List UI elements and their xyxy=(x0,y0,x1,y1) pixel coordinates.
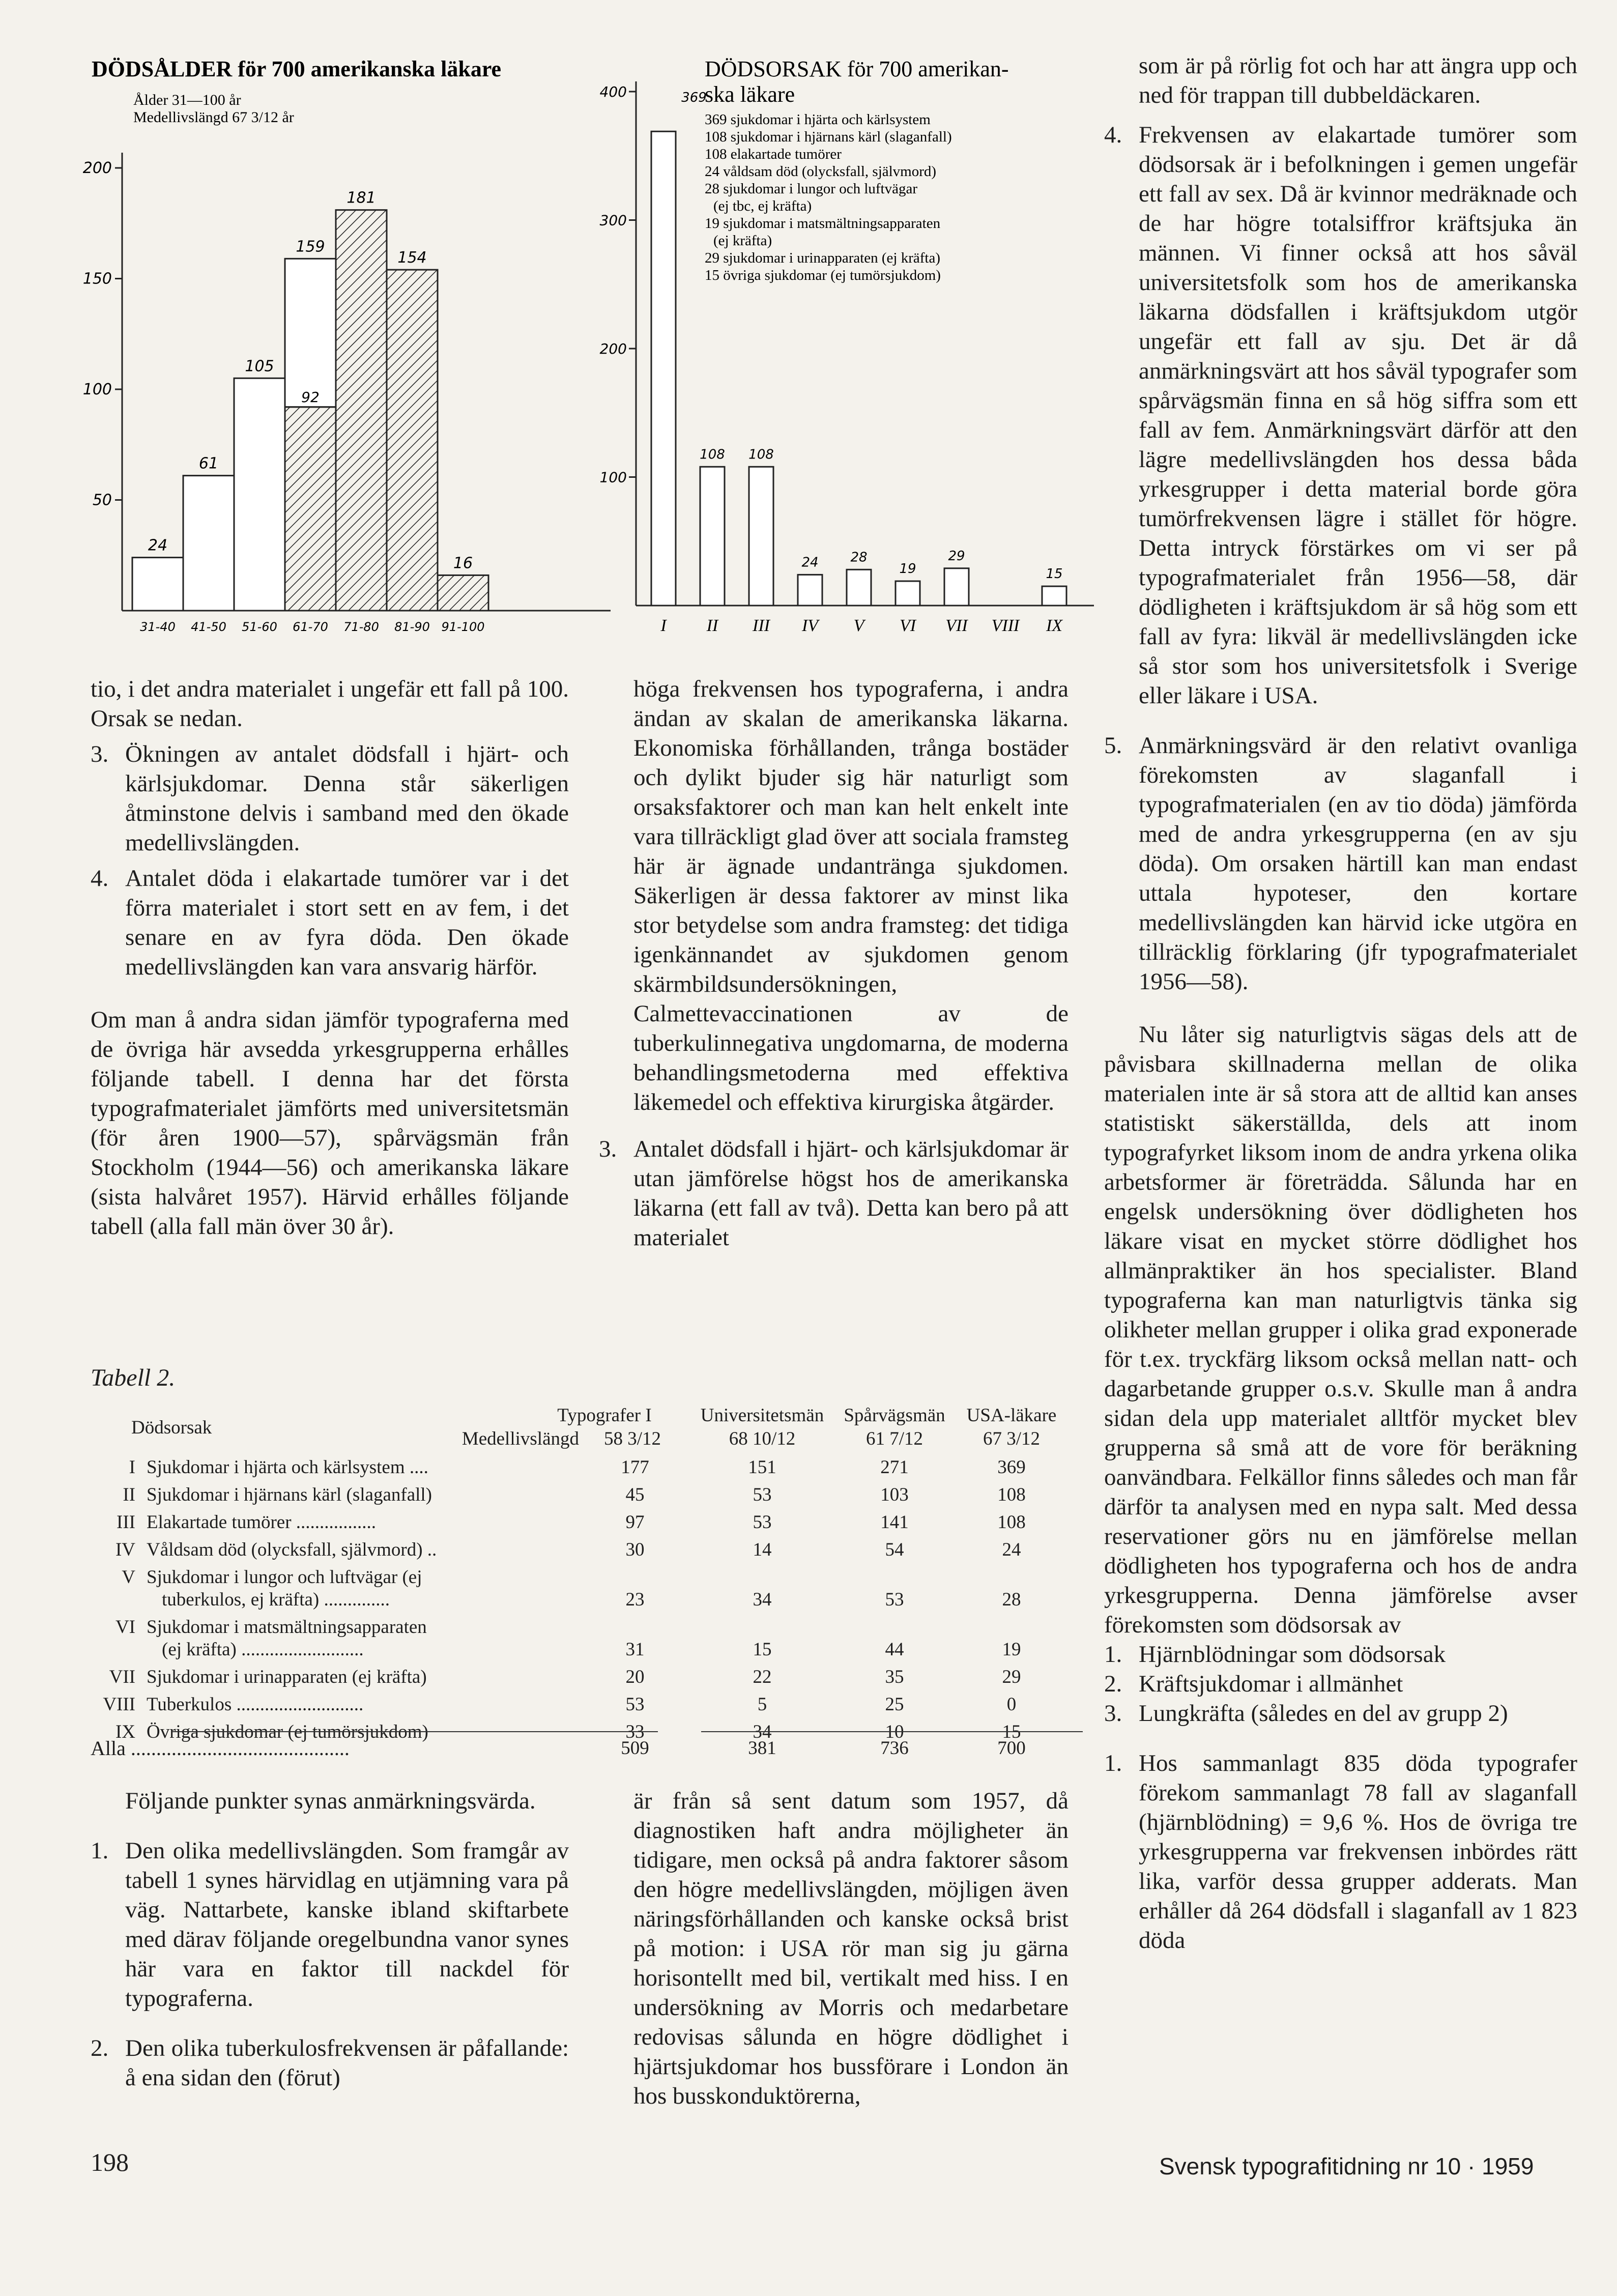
cause-legend-item: 29 sjukdomar i urinapparaten (ej kräfta) xyxy=(705,250,941,266)
list-number: 4. xyxy=(91,865,109,892)
table-row xyxy=(91,1484,1083,1506)
table-cell: 53 xyxy=(753,1512,772,1533)
right-column xyxy=(1104,51,1577,1955)
bar xyxy=(944,568,969,606)
row-label: Sjukdomar i urinapparaten (ej kräfta) xyxy=(147,1667,427,1687)
list-number: 3. xyxy=(599,1136,617,1162)
bar-inner xyxy=(285,407,336,611)
bar-value-label: 19 xyxy=(899,561,916,577)
row-number: II xyxy=(123,1484,135,1505)
row-number: I xyxy=(129,1457,135,1478)
row-number: VI xyxy=(115,1617,135,1638)
x-tick-label: 81-90 xyxy=(394,620,430,634)
list-text: Antalet döda i elakartade tumörer var i det förra materialet i stort sett en av fem, i det senare en av fyra döda. Den ökade medellivslängden kan vara ansvarig härför. xyxy=(125,865,569,980)
table-cell: 0 xyxy=(1006,1694,1017,1715)
row-label: Våldsam död (olycksfall, självmord) .. xyxy=(147,1539,437,1560)
left-list-item-4 xyxy=(91,864,569,982)
x-tick-label: 51-60 xyxy=(242,620,277,634)
table-cell: 151 xyxy=(748,1457,776,1478)
bar xyxy=(336,210,387,611)
x-tick-label: IX xyxy=(1046,616,1063,635)
table-cell: 45 xyxy=(625,1484,645,1505)
below-middle-column xyxy=(633,1786,1069,2111)
table-cell: 369 xyxy=(997,1457,1026,1478)
bar-inner-label: 92 xyxy=(301,388,320,406)
cause-chart-title-line2: ska läkare xyxy=(705,82,795,107)
below-left-column xyxy=(91,1786,569,2092)
list-text: Kräftsjukdomar i allmänhet xyxy=(1139,1671,1403,1697)
table-cell: 15 xyxy=(1002,1721,1021,1742)
list-text: Lungkräfta (således en del av grupp 2) xyxy=(1139,1700,1508,1727)
list-number: 1. xyxy=(1104,1641,1122,1668)
table-cell: 53 xyxy=(625,1694,645,1715)
table-cell: 23 xyxy=(625,1589,645,1610)
y-tick-label: 200 xyxy=(599,340,627,357)
column-header: Spårvägsmän xyxy=(844,1405,945,1426)
table-cell: 15 xyxy=(753,1639,772,1660)
middle-paragraph-1: höga frekvensen hos typograferna, i andra ändan av skalan de amerikanska läkarna. Ekonomiska förhållanden, trånga bostäder och dylikt bjuder sig här naturligt som orsaksfaktorer och man kan helt enkelt inte vara tillräckligt glad över att sociala framsteg här är ägnade undantränga sjukdomen. Säkerligen är dessa faktorer av minst lika stor betydelse som andra framsteg: det tidiga igenkännandet av sjukdomen genom skärmbildsundersökningen, Calmettevaccinationen av de tuberkulinnegativa ungdomarna, de moderna behandlingsmetoderna med effektiva läkemedel och effektiva kirurgiska åtgärder. xyxy=(633,676,1069,1115)
row-number: V xyxy=(122,1567,135,1588)
short-list-item xyxy=(1104,1669,1577,1699)
list-text: Den olika medellivslängden. Som framgår av tabell 1 synes härvidlag en utjämning vara på väg. Nattarbete, kanske ibland skiftarbete med därav följande oregelbundna vanor synes här vara en faktor till nackdel för typograferna. xyxy=(125,1838,569,2012)
table-row xyxy=(91,1511,1083,1534)
total-value: 381 xyxy=(748,1738,776,1759)
x-tick-label: VII xyxy=(945,616,968,635)
total-value: 736 xyxy=(880,1738,909,1759)
list-number: 2. xyxy=(1104,1671,1122,1697)
table-cell: 28 xyxy=(1002,1589,1021,1610)
list-number: 2. xyxy=(91,2035,109,2061)
list-text: Ökningen av antalet dödsfall i hjärt- och kärlsjukdomar. Denna står säkerligen åtminstone delvis i samband med den ökade medellivslängden. xyxy=(125,741,569,856)
bar-value-label: 105 xyxy=(245,357,274,376)
right-list-item-4 xyxy=(1104,120,1577,710)
table-cell: 53 xyxy=(885,1589,904,1610)
row-label-continued: tuberkulos, ej kräfta) .............. xyxy=(162,1589,390,1610)
bar-value-label: 16 xyxy=(453,554,473,572)
table-cell: 103 xyxy=(880,1484,909,1505)
y-tick-label: 300 xyxy=(599,212,627,229)
x-tick-label: 41-50 xyxy=(191,620,226,634)
x-tick-label: 61-70 xyxy=(293,620,328,634)
right-list-item-1 xyxy=(1104,1748,1577,1955)
cause-legend-item: 108 sjukdomar i hjärnans kärl (slaganfall) xyxy=(705,129,952,145)
bar xyxy=(285,259,336,407)
cause-legend-item: 369 sjukdomar i hjärta och kärlsystem xyxy=(705,111,931,128)
cause-legend xyxy=(705,111,952,283)
table-row xyxy=(91,1694,1083,1716)
total-value: 509 xyxy=(621,1738,649,1759)
page-number: 198 xyxy=(91,2148,129,2176)
x-tick-label: 91-100 xyxy=(441,620,485,634)
table-row xyxy=(91,1616,1083,1661)
y-tick-label: 100 xyxy=(599,469,627,486)
x-tick-label: III xyxy=(753,616,770,635)
table-cell: 177 xyxy=(621,1457,649,1478)
age-chart xyxy=(76,56,616,636)
bar-value-label: 181 xyxy=(346,189,376,207)
total-value: 700 xyxy=(997,1738,1026,1759)
table-row xyxy=(91,1566,1083,1611)
list-text: Frekvensen av elakartade tumörer som dödsorsak är i befolkningen i gemen ungefär ett fall av sex. Då är kvinnor medräknade och de har högre totalsiffror kräftsjuka än männen. Vi finner också att hos såväl universitetsfolk som hos de amerikanska läkarna dödsfallen i kräftsjukdom utgör ungefär ett fall av sju. Det är då anmärkningsvärt att hos såväl typografer som spårvägsmän finna en så hög siffra som ett fall av fem. Anmärkningsvärt därför att den lägre medellivslängden hos dessa båda yrkesgrupper i detta material borde göra tumörfrekvensen lägre i stället för högre. Detta intryck förstärkes om vi ser på typografmaterialet från 1956—58, där dödligheten i kräftsjukdom är så hög som ett fall av fyra: likväl är medellivslängden icke så stor som hos universitetsfolk i Sverige eller läkare i USA. xyxy=(1139,122,1577,709)
row-number: III xyxy=(117,1512,135,1533)
table-cell: 34 xyxy=(753,1721,772,1742)
table-cell: 25 xyxy=(885,1694,904,1715)
right-paragraph-0: som är på rörlig fot och har att ängra upp och ned för trappan till dubbeldäckaren. xyxy=(1139,52,1577,108)
row-label: Sjukdomar i lungor och luftvägar (ej xyxy=(147,1567,422,1588)
row-label: Övriga sjukdomar (ej tumörsjukdom) xyxy=(147,1721,428,1742)
table-cell: 271 xyxy=(880,1457,909,1478)
table-cell: 44 xyxy=(885,1639,904,1660)
table-cell: 14 xyxy=(753,1539,772,1560)
table-cell: 5 xyxy=(757,1694,767,1715)
bar-value-label: 154 xyxy=(397,249,427,267)
bar xyxy=(700,467,725,606)
bar-value-label: 108 xyxy=(700,447,725,463)
table-cell: 54 xyxy=(885,1539,904,1560)
x-tick-label: V xyxy=(853,616,864,635)
list-number: 1. xyxy=(91,1838,109,1864)
row-number: VII xyxy=(109,1667,135,1687)
right-list-item-5 xyxy=(1104,731,1577,996)
left-column xyxy=(91,674,569,1241)
x-tick-label: 31-40 xyxy=(140,620,176,634)
table-cell: 19 xyxy=(1002,1639,1021,1660)
bar-value-label: 369 xyxy=(681,90,707,105)
table-cell: 31 xyxy=(625,1639,645,1660)
below-left-item-2 xyxy=(91,2033,569,2092)
table-row xyxy=(91,1666,1083,1688)
row-number: VIII xyxy=(103,1694,135,1715)
table-cell: 10 xyxy=(885,1721,904,1742)
bar xyxy=(749,467,773,606)
bar-value-label: 28 xyxy=(850,550,868,565)
below-middle-paragraph: är från så sent datum som 1957, då diagnostiken haft andra möjligheter än tidigare, men också på andra faktorer såsom den högre medellivslängden, möjligen även näringsförhållanden och kanske också brist på motion: i USA rör man sig ju gärna horisontellt med bil, vertikalt med hiss. I en undersökning av Morris och medarbetare redovisas sålunda en högre dödlighet i hjärtsjukdomar hos bussförare i London än hos busskonduktörerna, xyxy=(633,1788,1069,2109)
list-text: Anmärkningsvärd är den relativt ovanliga förekomsten av slaganfall i typografmaterialen (en av tio döda) jämförda med de andra yrkesgrupperna (en av sju döda). Om orsaken härtill kan man endast uttala hypoteser, den kortare medellivslängden kan härvid icke utgöra en tillräcklig förklaring (jfr typografmaterialet 1956—58). xyxy=(1139,732,1577,995)
row-label: Sjukdomar i hjärnans kärl (slaganfall) xyxy=(147,1484,432,1505)
table-cell: 22 xyxy=(753,1667,772,1687)
table-cell: 97 xyxy=(625,1512,645,1533)
below-left-intro: Följande punkter synas anmärkningsvärda. xyxy=(125,1788,536,1814)
table-cell: 29 xyxy=(1002,1667,1021,1687)
total-label: Alla ........................................... xyxy=(91,1737,350,1760)
header-cause: Dödsorsak xyxy=(131,1417,212,1438)
y-tick-label: 400 xyxy=(599,83,627,100)
table-cell: 20 xyxy=(625,1667,645,1687)
cause-legend-item: (ej kräfta) xyxy=(713,233,772,249)
column-life: 61 7/12 xyxy=(865,1428,923,1449)
bar xyxy=(132,558,183,611)
bar-value-label: 108 xyxy=(748,447,774,463)
list-text: Antalet dödsfall i hjärt- och kärlsjukdomar är utan jämförelse högst hos de amerikanska läkarna (ett fall av två). Detta kan bero på att materialet xyxy=(633,1136,1069,1251)
left-paragraph-2: Om man å andra sidan jämför typograferna med de övriga här avsedda yrkesgrupperna erhålles följande tabell. I denna har det första typografmaterialet jämförts med universitetsmän (för åren 1900—57), spårvägsmän från Stockholm (1944—56) och amerikanska läkare (sista halvåret 1957). Härvid erhålles följande tabell (alla fall män över 30 år). xyxy=(91,1007,569,1240)
table-caption: Tabell 2. xyxy=(91,1364,176,1391)
table-cell: 53 xyxy=(753,1484,772,1505)
y-tick-label: 150 xyxy=(82,270,112,288)
right-paragraph-2: Nu låter sig naturligtvis sägas dels att de påvisbara skillnaderna mellan de olika materialen inte är så stora att de alltid kan anses statistiskt säkerställda, dels att inom typografyrket liksom inom de andra yrkena olika arbetsformer är företrädda. Sålunda har en engelsk undersökning över dödligheten hos läkare visat en mycket större dödlighet hos allmänpraktiker än hos specialister. Bland typograferna kan man naturligtvis tänka sig olikheter mellan grupper i olika grad exponerade för t.ex. tryckfärg liksom också mellan natt- och dagarbetande grupper o.s.v. Skulle man å andra sidan dela upp materialet alltför mycket blev grupperna så små att de vore för beräkning oanvändbara. Felkällor finns således och man får därför ta analysen med en nypa salt. Med dessa reservationer görs nu en jämförelse mellan dödligheten hos typograferna och hos de andra yrkesgrupperna. Denna jämförelse avser förekomsten som dödsorsak av xyxy=(1104,1021,1577,1638)
y-tick-label: 100 xyxy=(82,381,112,398)
cause-legend-item: (ej tbc, ej kräfta) xyxy=(713,198,812,214)
footer-journal: Svensk typografitidning nr 10 · 1959 xyxy=(1159,2153,1534,2179)
middle-column xyxy=(599,674,1069,1252)
x-tick-label: VIII xyxy=(991,616,1020,635)
cause-legend-item: 19 sjukdomar i matsmältningsapparaten xyxy=(705,215,941,232)
bar xyxy=(651,131,676,606)
cause-legend-item: 28 sjukdomar i lungor och luftvägar xyxy=(705,181,917,197)
cause-legend-item: 24 våldsam död (olycksfall, självmord) xyxy=(705,163,937,180)
y-tick-label: 50 xyxy=(92,491,112,509)
list-text: Hos sammanlagt 835 döda typografer förekom sammanlagt 78 fall av slaganfall (hjärnblödning) = 9,6 %. Hos de övriga tre yrkesgrupperna var frekvensen inbördes rätt lika, varför dessa grupper adderats. Man erhåller då 264 dödsfall i slaganfall av 1 823 döda xyxy=(1139,1750,1577,1954)
column-life: 58 3/12 xyxy=(603,1428,661,1449)
age-chart-subtitle-range: Ålder 31—100 år xyxy=(133,92,241,108)
table-2 xyxy=(91,1404,1083,1761)
column-life: 67 3/12 xyxy=(983,1428,1041,1449)
row-label: Sjukdomar i matsmältningsapparaten xyxy=(147,1617,427,1638)
x-tick-label: II xyxy=(706,616,718,635)
cause-chart-title-line1: DÖDSORSAK för 700 amerikan- xyxy=(705,56,1009,81)
bar-value-label: 24 xyxy=(148,536,168,555)
bar-value-label: 29 xyxy=(948,548,965,564)
bar xyxy=(896,581,920,606)
list-text: Hjärnblödningar som dödsorsak xyxy=(1139,1641,1446,1668)
row-label: Tuberkulos ........................... xyxy=(147,1694,364,1715)
row-number: IV xyxy=(115,1539,135,1560)
cause-legend-item: 108 elakartade tumörer xyxy=(705,146,842,162)
row-number: IX xyxy=(115,1721,135,1742)
x-tick-label: VI xyxy=(899,616,916,635)
bar xyxy=(438,575,488,611)
table-cell: 33 xyxy=(625,1721,645,1742)
table-cell: 35 xyxy=(885,1667,904,1687)
table-cell: 30 xyxy=(625,1539,645,1560)
age-chart-plot xyxy=(83,153,611,634)
list-number: 3. xyxy=(1104,1700,1122,1727)
table-row xyxy=(91,1456,1083,1479)
list-number: 1. xyxy=(1104,1750,1122,1776)
left-list-item-3 xyxy=(91,739,569,857)
bar xyxy=(234,378,285,611)
bar-value-label: 159 xyxy=(296,238,325,256)
bar-value-label: 61 xyxy=(198,454,219,473)
bar xyxy=(1042,586,1066,606)
list-number: 4. xyxy=(1104,122,1122,148)
age-chart-title: DÖDSÅLDER för 700 amerikanska läkare xyxy=(92,56,502,81)
bar xyxy=(798,575,822,606)
row-label: Sjukdomar i hjärta och kärlsystem .... xyxy=(147,1457,428,1478)
cause-chart xyxy=(595,56,1104,641)
right-short-list xyxy=(1104,1640,1577,1728)
table-cell: 108 xyxy=(997,1484,1026,1505)
short-list-item xyxy=(1104,1699,1577,1728)
total-rule xyxy=(701,1731,1083,1732)
bar xyxy=(387,270,438,611)
column-life: 68 10/12 xyxy=(729,1428,796,1449)
row-label: Elakartade tumörer ................. xyxy=(147,1512,377,1533)
bar xyxy=(847,569,871,606)
below-left-item-1 xyxy=(91,1836,569,2013)
age-chart-subtitle-life: Medellivslängd 67 3/12 år xyxy=(133,109,294,126)
column-header: USA-läkare xyxy=(966,1405,1057,1426)
total-rule xyxy=(172,1731,658,1732)
cause-legend-item: 15 övriga sjukdomar (ej tumörsjukdom) xyxy=(705,267,941,283)
table-cell: 34 xyxy=(753,1589,772,1610)
x-tick-label: IV xyxy=(801,616,819,635)
short-list-item xyxy=(1104,1640,1577,1669)
list-text: Den olika tuberkulosfrekvensen är påfallande: å ena sidan den (förut) xyxy=(125,2035,569,2091)
bar-value-label: 15 xyxy=(1046,566,1063,582)
row-label-continued: (ej kräfta) .......................... xyxy=(162,1639,364,1660)
middle-list-item-3 xyxy=(599,1134,1069,1252)
bar xyxy=(183,476,234,611)
table-row xyxy=(91,1539,1083,1561)
table-cell: 141 xyxy=(880,1512,909,1533)
column-header: Universitetsmän xyxy=(700,1405,824,1426)
x-tick-label: I xyxy=(660,616,667,635)
table-cell: 24 xyxy=(1002,1539,1021,1560)
list-number: 5. xyxy=(1104,732,1122,759)
table-cell: 108 xyxy=(997,1512,1026,1533)
x-tick-label: 71-80 xyxy=(343,620,379,634)
y-tick-label: 200 xyxy=(82,159,112,177)
header-life: Medellivslängd xyxy=(461,1428,579,1449)
bar-value-label: 24 xyxy=(801,555,819,570)
list-number: 3. xyxy=(91,741,109,767)
column-header: Typografer I xyxy=(557,1405,652,1426)
left-paragraph-1: tio, i det andra materialet i ungefär ett fall på 100. Orsak se nedan. xyxy=(91,676,569,732)
